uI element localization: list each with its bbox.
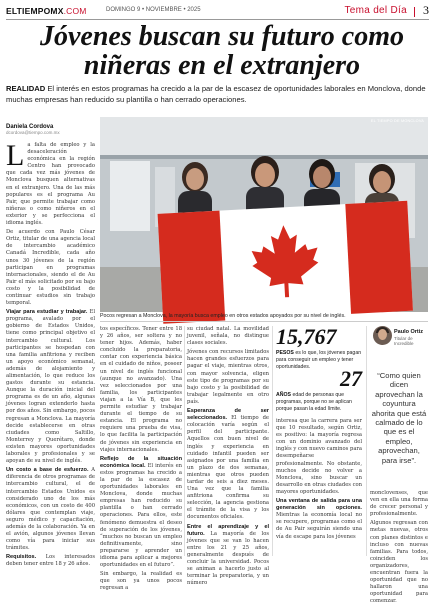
paragraph: monclovenses, que ven en ella una forma de crecer personal y profesionalmente.	[370, 490, 428, 518]
page-number-divider	[414, 7, 415, 17]
photo-caption: Pocos regresan a Monclova, la mayoría busca empleo en otros estados apoyados por su nivel de inglés.	[100, 313, 346, 319]
quote-author-name: Paulo Ortiz	[394, 329, 424, 335]
stat-number-pesos: 15,767	[276, 324, 337, 349]
paragraph: Viajar para estudiar y trabajar. El programa, avalado por el gobierno de Estados Unidos, tiene como principal objetivo el intercambio cultural. Los participantes se hospedan con una familia anfitriona y reciben un apoyo económico semanal, además de alojamiento y alimentación, lo que reduce los gastos durante su estancia. Aunque la duración inicial del programa es de un año, algunas jóvenes logran extenderlo hasta por dos años. Sin embargo, pocos regresan a Monclova. La mayoría decide establecerse en otras ciudades como Saltillo, Monterrey y Querétaro, donde existen mayores oportunidades laborales y profesionales y se apoyan de su nivel de inglés.	[6, 309, 95, 465]
paragraph: La falta de empleo y la desaceleración económica en la región Centro han provocado que cada vez más jóvenes de Monclova busquen alternativas en el extranjero. Una de las más populares es el programa Au Pair, que permite trabajar como niñeras o como niñeros en el exterior y se perfecciona el idioma inglés.	[6, 139, 95, 227]
divider	[100, 321, 428, 322]
column-divider	[366, 326, 367, 556]
article-column-4	[276, 418, 362, 543]
paragraph: Algunos regresan con metas nuevas, otros con planes distintos e incluso con nuevas familias. Para todos, coinciden los organizadores, encuentran fuera la oportunidad que no hallaron una oportunidad para comenzar.	[370, 520, 428, 605]
subheading: Un costo a base de esfuerzo.	[6, 467, 89, 474]
article-column-1	[6, 139, 95, 571]
stat-text-age: AÑOS edad de personas que programas, porque no se aplican porque pasan la edad límite.	[276, 392, 352, 412]
paragraph: Una ventana de salida para una generación sin opciones. Mientras la economía local no se recupere, programas como el de Au Pair seguirán siendo una vía de escape para los jóvenes	[276, 498, 362, 540]
subheading: Entre el aprendizaje y el futuro.	[187, 523, 269, 537]
newspaper-logo[interactable]	[6, 6, 87, 16]
article-deck	[6, 84, 428, 105]
subheading: Viajar para estudiar y trabajar.	[6, 309, 88, 316]
subheading: Requisitos.	[6, 554, 37, 561]
stat-text-pesos: PESOS es lo que, los jóvenes pagan para conseguir un empleo y tener oportunidades.	[276, 350, 362, 370]
paragraph: Reflejo de la situación económica local. El interés en estos programas ha crecido a la par de la escasez de oportunidades laborales en Monclova, donde muchas empresas han reducido su plantilla o han cerrado operaciones. Para ellos, este fenómeno demuestra el deseo de superación de los jóvenes, “muchos no buscan un empleo definitivamente, sino prepararse y aprender un idioma para aplicar a mejores oportunidades en el futuro”.	[100, 455, 182, 569]
article-column-5	[370, 490, 428, 608]
stat-number-age: 27	[340, 366, 362, 391]
author-email[interactable]: dcordova@tiempo.com.mx	[6, 130, 60, 135]
deck-lead: REALIDAD	[6, 84, 46, 93]
brand-name: ELTIEMPOMX	[6, 6, 64, 16]
author-name: Daniela Cordova	[6, 124, 54, 130]
subheading: Una ventana de salida para una generación sin opciones.	[276, 498, 362, 512]
quote-author-role: Titular de Incredible	[394, 336, 414, 346]
column-divider	[272, 326, 273, 556]
paragraph: Entre el aprendizaje y el futuro. La mayoría de los jóvenes que se van lo hacen entre los 21 y 25 años, generalmente después de concluir la universidad. Pocos se animan a hacerlo justo al terminar la preparatoria, y un número	[187, 523, 269, 587]
paragraph: Requisitos. Los interesados deben tener entre 18 y 26 años.	[6, 554, 95, 568]
column-divider	[184, 326, 185, 556]
subheading: Esperanza de ser seleccionados.	[187, 408, 269, 422]
paragraph: De acuerdo con Paulo César Ortiz, titular de una agencia local de intercambio académico Canadá Incredible, cada año unos 30 jóvenes de la región participan en programas internacionales, siendo el de Au Pair el más solicitado por su bajo costo y la posibilidad de continuar estudios sin trabajo temporal.	[6, 229, 95, 307]
page-number: 3	[423, 3, 429, 17]
airport-group-photo	[100, 117, 428, 312]
section-name[interactable]: Tema del Día	[344, 5, 407, 16]
edition-date: DOMINGO 9 • NOVIEMBRE • 2025	[106, 7, 201, 13]
paragraph: Esperanza de ser seleccionados. El tiempo de colocación varía según el perfil del participante. Aquellos con buen nivel de inglés y experiencia en cuidado infantil pueden ser asignados por una familia en un plazo de dos semanas, mientras que otros pueden tardar de seis a diez meses. Una vez que la familia anfitriona confirma su selección, la agencia gestiona el trámite de la visa y los documentos oficiales.	[187, 408, 270, 521]
paragraph: Sin embargo, la realidad es que son ya unos pocos regresan a	[100, 571, 182, 592]
paragraph: su ciudad natal. La movilidad juvenil, señala, no distingue clases sociales.	[187, 326, 269, 347]
page-header	[6, 3, 429, 20]
article-column-3	[187, 326, 269, 589]
paragraph: interesa que la carrera para ser que 10 resultado, según Ortiz, es positivo: la mayoría regresa con un dominio avanzado del inglés y con nuevo caminos para desempeñarse profesionalmente. No obstante, muchos decide no volver a Monclova, sino buscar un desarrollo en otras ciudades con mayores oportunidades.	[276, 418, 362, 495]
byline	[6, 124, 96, 135]
paragraph: Jóvenes con recursos limitados hacen grandes esfuerzos para pagar el viaje, mientras otros, con mayor solvencia, eligen este tipo de programas por su bajo costo y la posibilidad de trabajar legalmente en otro país.	[187, 349, 269, 405]
quote-avatar	[373, 326, 392, 345]
drop-cap: L	[6, 139, 25, 172]
article-column-2	[100, 326, 182, 594]
subheading: Reflejo de la situación económica local.	[100, 455, 182, 469]
pull-quote: “Como quien dicen aprovechan la coyuntura ahorita que está calmado de lo que es el empleo, aprovechan, para irse”.	[371, 371, 427, 465]
paragraph: tos específicos. Tener entre 18 y 26 años, ser soltera y no tener hijos. Además, haber concluido la preparatoria, contar con experiencia básica en el cuidado de niños, poseer un nivel de inglés funcional (aunque no avanzado). Una vez seleccionados por una familia, los participantes viajan a la Vía B, que les permite estudiar y trabajar durante el tiempo de su estancia. El programa no requiere una prueba de visa, lo que facilita la participación de jóvenes sin experiencia en viajes internacionales.	[100, 326, 182, 453]
article-photo[interactable]	[100, 117, 428, 312]
photo-credit: EL TIEMPO DE MONCLOVA	[370, 119, 424, 123]
deck-text: El interés en estos programas ha crecido a la par de la escasez de oportunidades laborales en Monclova, donde muchas empresas han reducido su plantilla o han cerrado operaciones.	[6, 84, 426, 104]
brand-domain: .COM	[63, 6, 87, 16]
paragraph: Un costo a base de esfuerzo. A diferencia de otros programas de intercambio cultural, el de intercambio Estados Unidos es considerado uno de los más económicos, con un costo de 400 dólares que contemplan viaje, seguro médico y capacitación, además de la colaboración. Ya en el avión, algunos jóvenes llevan como vía para iniciar sus trámites.	[6, 467, 95, 552]
article-headline: Jóvenes buscan su futuro como niñeras en el extranjero	[39, 21, 405, 81]
